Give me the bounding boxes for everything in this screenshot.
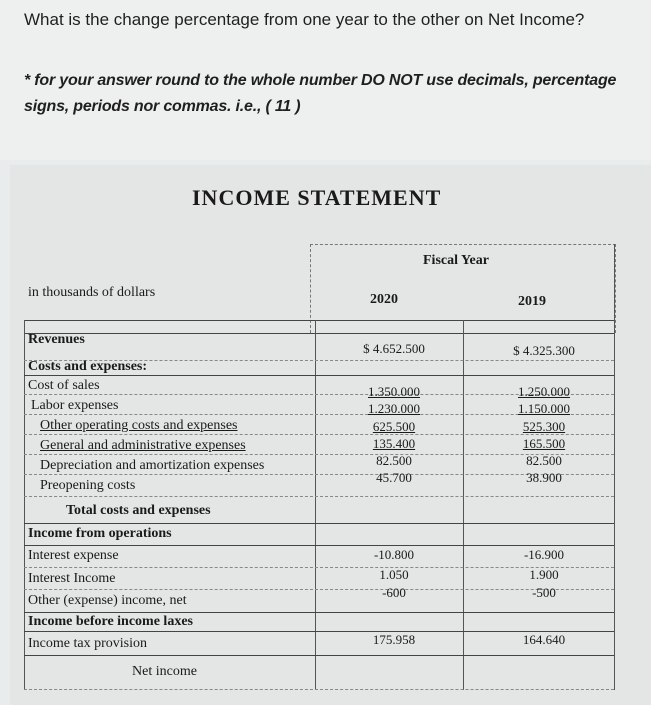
row-rule — [24, 689, 614, 690]
row-label-net-income: Net income — [132, 664, 197, 679]
row-label-costs-header: Costs and expenses: — [28, 359, 148, 374]
value-labor-2019: 1.150.000 — [518, 401, 570, 416]
value-preopening-2019: 38.900 — [526, 470, 562, 485]
value-other-income-2019: -500 — [532, 585, 556, 600]
table-top-rule-2 — [24, 333, 614, 334]
question-note: * for your answer round to the whole number DO NOT use decimals, percentage signs, periods nor commas. i.e., ( 11 ) — [24, 72, 617, 115]
row-label-preopening: Preopening costs — [40, 478, 136, 493]
row-rule — [24, 612, 614, 613]
table-right-border — [614, 244, 615, 690]
row-label-other-income: Other (expense) income, net — [28, 593, 187, 608]
year-2020-header: 2020 — [370, 292, 398, 307]
question-title: What is the change percentage from one year to the other on Net Income? — [24, 10, 585, 29]
value-depreciation-2020: 82.500 — [376, 453, 412, 468]
value-depreciation-2019: 82.500 — [526, 453, 562, 468]
income-statement-photo — [10, 165, 651, 705]
row-rule — [24, 655, 614, 656]
statement-title: INCOME STATEMENT — [192, 185, 442, 210]
row-rule — [24, 375, 614, 376]
row-label-revenues: Revenues — [28, 332, 85, 347]
value-general-admin-2019: 165.500 — [522, 436, 566, 451]
row-label-other-operating: Other operating costs and expenses — [40, 418, 238, 433]
row-label-income-tax: Income tax provision — [28, 636, 147, 651]
year-2019-header: 2019 — [518, 294, 546, 309]
value-general-admin-2020: 135.400 — [372, 436, 416, 451]
value-other-operating-2019: 525.300 — [522, 419, 566, 434]
fiscal-year-label: Fiscal Year — [423, 253, 489, 268]
row-label-interest-income: Interest Income — [28, 571, 116, 586]
row-label-total-costs: Total costs and expenses — [66, 503, 211, 518]
value-interest-expense-2019: -16.900 — [523, 547, 565, 562]
value-cost-of-sales-2019: 1.250.000 — [518, 384, 570, 399]
value-preopening-2020: 45.700 — [376, 470, 412, 485]
value-labor-2020: 1.230.000 — [368, 401, 420, 416]
row-rule — [24, 545, 614, 546]
value-revenues-2019: $ 4.325.300 — [513, 343, 575, 358]
row-label-income-before-taxes: Income before income laxes — [28, 614, 193, 629]
units-label: in thousands of dollars — [28, 285, 156, 300]
value-income-tax-2020: 175.958 — [372, 632, 416, 647]
value-other-operating-2020: 625.500 — [372, 419, 416, 434]
value-interest-income-2019: 1.900 — [529, 567, 559, 582]
value-income-tax-2019: 164.640 — [522, 632, 566, 647]
value-interest-income-2020: 1.050 — [379, 567, 409, 582]
table-top-rule — [24, 320, 614, 321]
value-revenues-2020: $ 4.652.500 — [363, 341, 425, 356]
row-label-income-ops: Income from operations — [28, 526, 172, 541]
row-rule — [24, 523, 614, 524]
row-label-depreciation: Depreciation and amortization expenses — [40, 458, 265, 473]
question-panel — [0, 0, 651, 160]
value-other-income-2020: -600 — [382, 585, 406, 600]
row-rule — [24, 496, 614, 497]
row-label-labor: Labor expenses — [31, 398, 119, 413]
value-cost-of-sales-2020: 1.350.000 — [368, 384, 420, 399]
row-label-interest-expense: Interest expense — [28, 548, 119, 563]
row-label-cost-of-sales: Cost of sales — [28, 378, 100, 393]
row-label-general-admin: General and administrative expenses — [40, 438, 246, 453]
value-interest-expense-2020: -10.800 — [373, 547, 415, 562]
